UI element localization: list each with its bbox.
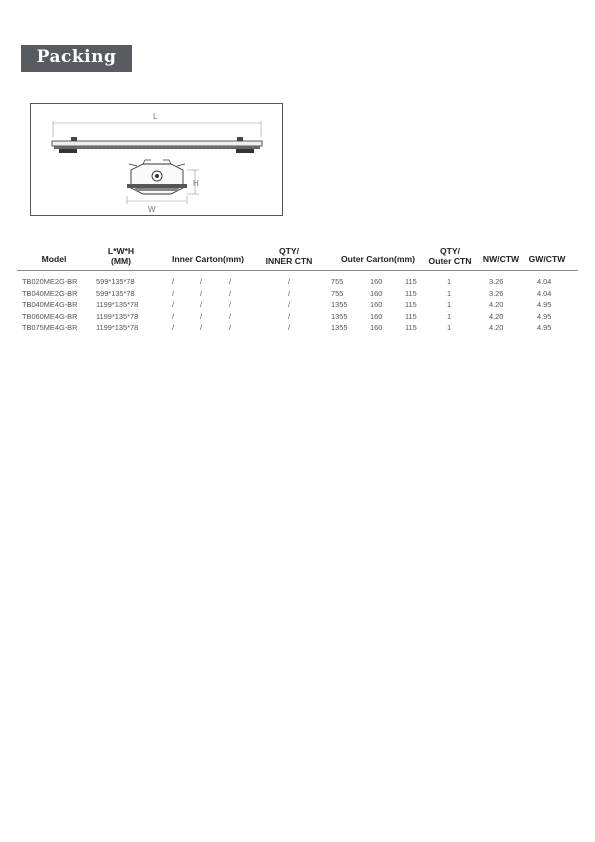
cell-inner-w: /: [200, 288, 203, 298]
section-title: Packing: [36, 47, 117, 67]
table-row: [0, 288, 595, 299]
cell-inner-h: /: [229, 323, 232, 332]
cell-qty-inner: /: [288, 277, 291, 286]
cell-outer-l: 1355: [331, 300, 348, 309]
cell-inner-l: /: [172, 300, 175, 309]
product-drawing-svg: [31, 104, 282, 215]
fixture-cross-section: [127, 160, 187, 194]
cell-model: TB075ME4G-BR: [22, 323, 78, 332]
cell-inner-w: /: [200, 311, 203, 321]
cell-lwh: 1199*135*78: [96, 300, 139, 309]
cell-qty-outer: 1: [447, 300, 452, 309]
cell-nw: 4.20: [489, 311, 504, 321]
table-row: [0, 299, 595, 310]
cell-inner-w: /: [200, 300, 203, 309]
header-inner-carton: Inner Carton(mm): [171, 254, 245, 264]
cell-nw: 3.26: [489, 277, 504, 286]
table-row: [0, 311, 595, 322]
cell-outer-h: 115: [405, 300, 417, 309]
cell-outer-h: 115: [405, 288, 417, 298]
cell-outer-w: 160: [370, 311, 383, 321]
cell-nw: 3.26: [489, 288, 504, 298]
width-label: W: [148, 205, 156, 214]
cell-qty-inner: /: [288, 288, 291, 298]
cell-model: TB040ME4G-BR: [22, 300, 78, 309]
height-label: H: [193, 179, 199, 188]
cell-qty-outer: 1: [447, 288, 452, 298]
cell-outer-l: 1355: [331, 323, 348, 332]
cell-outer-h: 115: [405, 311, 417, 321]
header-qty-outer: QTY/ Outer CTN: [428, 246, 472, 266]
cell-inner-h: /: [229, 311, 232, 321]
cell-lwh: 599*135*78: [96, 288, 135, 298]
cell-inner-h: /: [229, 288, 232, 298]
cell-inner-h: /: [229, 300, 232, 309]
cell-qty-inner: /: [288, 311, 291, 321]
cell-outer-l: 755: [331, 277, 344, 286]
cell-outer-w: 160: [370, 300, 383, 309]
header-model: Model: [41, 254, 67, 264]
cell-inner-h: /: [229, 277, 232, 286]
cell-outer-h: 115: [405, 277, 417, 286]
cell-inner-w: /: [200, 277, 203, 286]
header-gw: GW/CTW: [528, 254, 566, 264]
cell-outer-w: 160: [370, 288, 383, 298]
cell-outer-h: 115: [405, 323, 417, 332]
table-row: [0, 276, 595, 287]
cell-model: TB060ME4G-BR: [22, 311, 78, 321]
cell-outer-w: 160: [370, 323, 383, 332]
cell-gw: 4.95: [537, 323, 552, 332]
cell-inner-l: /: [172, 288, 175, 298]
cell-lwh: 599*135*78: [96, 277, 135, 286]
header-nw: NW/CTW: [482, 254, 520, 264]
cell-qty-outer: 1: [447, 323, 452, 332]
cell-inner-l: /: [172, 277, 175, 286]
header-rule: [17, 270, 578, 271]
cell-lwh: 1199*135*78: [96, 311, 139, 321]
cell-inner-l: /: [172, 323, 175, 332]
header-lwh: L*W*H (MM): [107, 246, 135, 266]
section-badge: [21, 45, 132, 73]
cell-outer-l: 755: [331, 288, 344, 298]
cell-outer-w: 160: [370, 277, 383, 286]
cell-qty-inner: /: [288, 300, 291, 309]
cell-qty-inner: /: [288, 323, 291, 332]
cell-gw: 4.04: [537, 288, 552, 298]
cell-gw: 4.04: [537, 277, 552, 286]
cell-inner-l: /: [172, 311, 175, 321]
header-qty-inner: QTY/ INNER CTN: [265, 246, 313, 266]
cell-qty-outer: 1: [447, 311, 452, 321]
cell-model: TB040ME2G-BR: [22, 288, 78, 298]
cell-outer-l: 1355: [331, 311, 348, 321]
cell-qty-outer: 1: [447, 277, 452, 286]
cell-gw: 4.95: [537, 300, 552, 309]
product-drawing: [30, 103, 283, 216]
cell-gw: 4.95: [537, 311, 552, 321]
fixture-side-view: [52, 137, 262, 153]
cell-nw: 4.20: [489, 323, 504, 332]
header-outer-carton: Outer Carton(mm): [340, 254, 415, 264]
length-label: L: [153, 112, 158, 121]
cell-model: TB020ME2G-BR: [22, 277, 78, 286]
badge-underline: [21, 69, 132, 72]
cell-lwh: 1199*135*78: [96, 323, 139, 332]
table-row: [0, 322, 595, 333]
cell-nw: 4.20: [489, 300, 504, 309]
cell-inner-w: /: [200, 323, 203, 332]
